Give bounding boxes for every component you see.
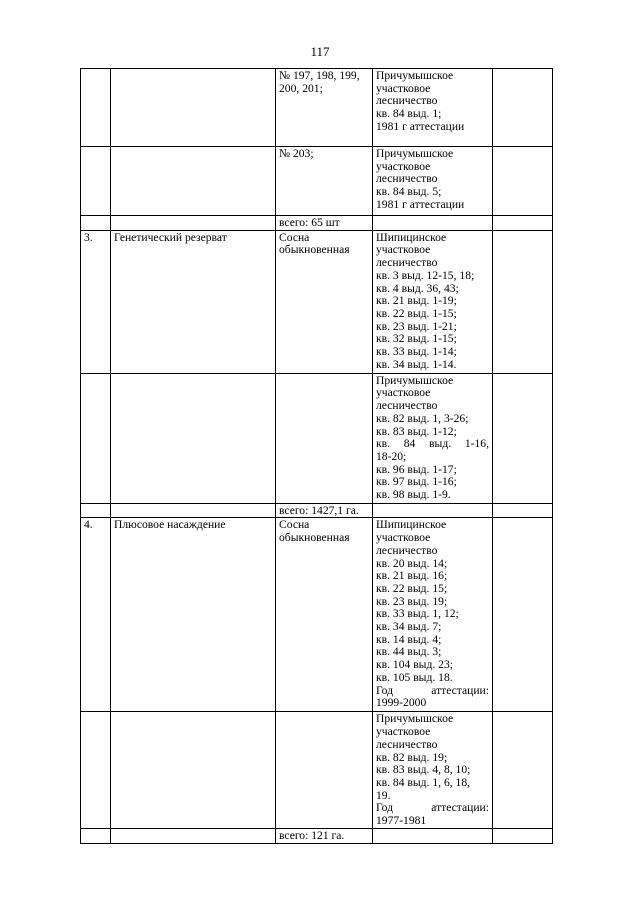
cell-location xyxy=(373,518,493,712)
location-line: кв. 96 выд. 1-17; xyxy=(376,462,457,476)
location-line: лесничество xyxy=(376,94,438,108)
location-line: кв. 82 выд. 19; xyxy=(376,750,448,764)
location-line: участковое xyxy=(376,243,431,257)
cell-location xyxy=(373,373,493,503)
cell-category xyxy=(111,69,276,147)
cell-number: 3. xyxy=(81,230,111,373)
location-line: Шипицинское xyxy=(376,230,447,244)
location-line: участковое xyxy=(376,386,431,400)
location-line: кв. 22 выд. 1-15; xyxy=(376,306,457,320)
table-row xyxy=(81,518,553,712)
total-row xyxy=(81,829,553,844)
location-line: кв. 84 выд. 1; xyxy=(376,107,442,121)
location-line: участковое xyxy=(376,159,431,173)
location-line: лесничество xyxy=(376,399,438,413)
location-line: Год аттестации: xyxy=(376,801,489,815)
table-row xyxy=(81,712,553,829)
location-line: Причумышское xyxy=(376,712,454,726)
location-line: Причумышское xyxy=(376,373,454,387)
cell-category xyxy=(111,147,276,216)
location-line: кв. 21 выд. 16; xyxy=(376,569,448,583)
location-line: кв. 22 выд. 15; xyxy=(376,581,448,595)
cell-category: Плюсовое насаждение xyxy=(111,518,276,712)
total-row xyxy=(81,216,553,231)
location-line: кв. 21 выд. 1-19; xyxy=(376,294,457,308)
total-row xyxy=(81,503,553,518)
forest-table xyxy=(80,68,553,844)
page-number: 117 xyxy=(310,44,330,59)
cell-empty xyxy=(493,712,553,829)
location-line: кв. 44 выд. 3; xyxy=(376,645,442,659)
cell-species: Сосна обыкновенная xyxy=(276,230,373,373)
location-line: Шипицинское xyxy=(376,518,447,532)
location-line: лесничество xyxy=(376,256,438,270)
cell-number xyxy=(81,69,111,147)
cell-location xyxy=(373,230,493,373)
cell-empty xyxy=(493,230,553,373)
cell-empty xyxy=(493,373,553,503)
location-line: кв. 84 выд. 5; xyxy=(376,185,442,199)
location-line: 1981 г аттестации xyxy=(376,119,465,133)
location-line: Причумышское xyxy=(376,69,454,82)
location-line: лесничество xyxy=(376,737,438,751)
location-line: 18-20; xyxy=(376,449,407,463)
location-line: 19. xyxy=(376,788,391,802)
cell-location xyxy=(373,147,493,216)
location-line: кв. 83 выд. 4, 8, 10; xyxy=(376,763,471,777)
cell-trees: № 203; xyxy=(276,147,373,216)
location-line: кв. 34 выд. 1-14. xyxy=(376,357,457,371)
table-row xyxy=(81,69,553,147)
cell-location xyxy=(373,69,493,147)
location-line: кв. 98 выд. 1-9. xyxy=(376,488,451,502)
location-line: кв. 84 выд. 1-16, xyxy=(376,437,489,451)
cell-species xyxy=(276,712,373,829)
cell-empty xyxy=(493,518,553,712)
cell-number xyxy=(81,147,111,216)
location-line: кв. 83 выд. 1-12; xyxy=(376,424,457,438)
cell-trees: № 197, 198, 199, 200, 201; xyxy=(276,69,373,147)
cell-number xyxy=(81,373,111,503)
table-row xyxy=(81,147,553,216)
location-line: кв. 14 выд. 4; xyxy=(376,632,442,646)
location-line: Причумышское xyxy=(376,147,454,160)
location-line: лесничество xyxy=(376,172,438,186)
cell-empty xyxy=(493,69,553,147)
location-line: 1981 г аттестации xyxy=(376,197,465,211)
location-line: Год аттестации: xyxy=(376,683,489,697)
total-value: всего: 1427,1 га. xyxy=(276,503,373,518)
location-line: участковое xyxy=(376,725,431,739)
location-line: кв. 105 выд. 18. xyxy=(376,670,453,684)
cell-empty xyxy=(493,147,553,216)
table-row xyxy=(81,230,553,373)
location-line: участковое xyxy=(376,81,431,95)
location-line: кв. 82 выд. 1, 3-26; xyxy=(376,411,469,425)
cell-category xyxy=(111,712,276,829)
location-line: кв. 104 выд. 23; xyxy=(376,658,453,672)
total-value: всего: 65 шт xyxy=(276,216,373,231)
location-line: кв. 34 выд. 7; xyxy=(376,620,442,634)
cell-species: Сосна обыкновенная xyxy=(276,518,373,712)
cell-species xyxy=(276,373,373,503)
location-line: кв. 97 выд. 1-16; xyxy=(376,475,457,489)
cell-category: Генетический резерват xyxy=(111,230,276,373)
table-row xyxy=(81,373,553,503)
location-line: лесничество xyxy=(376,543,438,557)
location-line: кв. 20 выд. 14; xyxy=(376,556,448,570)
total-value: всего: 121 га. xyxy=(276,829,373,844)
location-line: кв. 33 выд. 1-14; xyxy=(376,345,457,359)
cell-category xyxy=(111,373,276,503)
location-line: кв. 23 выд. 1-21; xyxy=(376,319,457,333)
cell-number xyxy=(81,712,111,829)
location-line: кв. 3 выд. 12-15, 18; xyxy=(376,268,475,282)
cell-location xyxy=(373,712,493,829)
location-line: 1999-2000 xyxy=(376,696,427,710)
location-line: кв. 32 выд. 1-15; xyxy=(376,332,457,346)
location-line: кв. 4 выд. 36, 43; xyxy=(376,281,459,295)
location-line: кв. 23 выд. 19; xyxy=(376,594,448,608)
location-line: кв. 84 выд. 1, 6, 18, xyxy=(376,775,471,789)
cell-number: 4. xyxy=(81,518,111,712)
location-line: 1977-1981 xyxy=(376,814,427,828)
location-line: участковое xyxy=(376,531,431,545)
location-line: кв. 33 выд. 1, 12; xyxy=(376,607,459,621)
